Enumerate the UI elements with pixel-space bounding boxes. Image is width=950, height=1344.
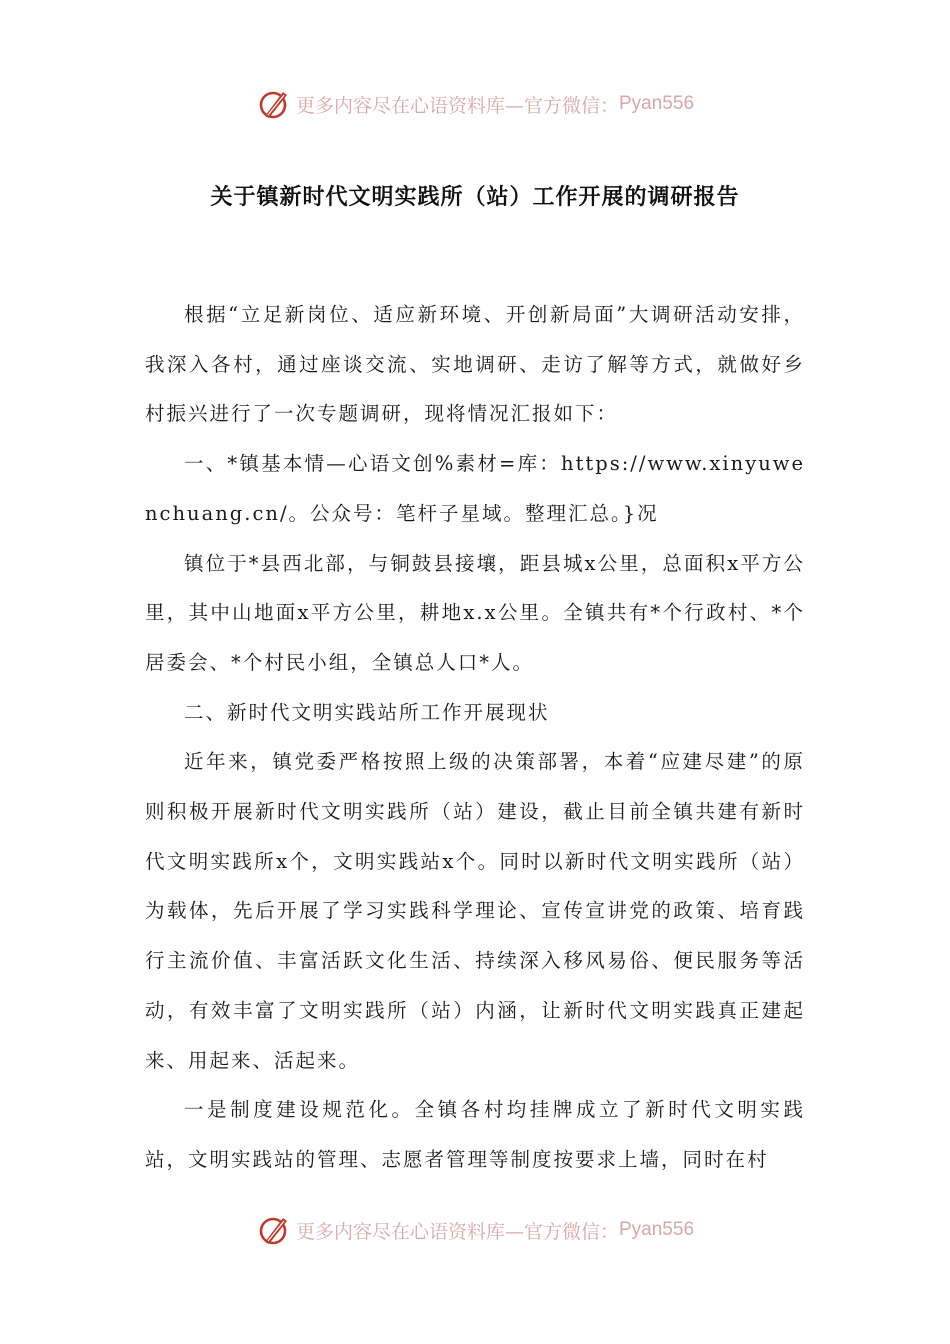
quill-logo-icon [256,1212,292,1248]
watermark-wechat-id: Pyan556 [619,1219,695,1240]
paragraph-current-status: 近年来，镇党委严格按照上级的决策部署，本着“应建尽建”的原则积极开展新时代文明实践所（站）建设，截止目前全镇共建有新时代文明实践所x个，文明实践站x个。同时以新时代文明实践所（站）为载体，先后开展了学习实践科学理论、宣传宣讲党的政策、培育践行主流价值、丰富活跃文化生活、持续深入移风易俗、便民服务等活动，有效丰富了文明实践所（站）内涵，让新时代文明实践真正建起来、用起来、活起来。 [145,750,805,1072]
document-title: 关于镇新时代文明实践所（站）工作开展的调研报告 [210,185,740,210]
document-body [145,290,805,1185]
watermark-header [0,84,950,124]
section-heading-1: 一、*镇基本情—心语文创%素材=库：https://www.xinyuwenchuang.cn/。公众号：笔杆子星域。整理汇总。}况 [145,452,805,525]
watermark-text: 更多内容尽在心语资料库—官方微信： [295,1220,619,1243]
paragraph-system-building: 一是制度建设规范化。全镇各村均挂牌成立了新时代文明实践站，文明实践站的管理、志愿者管理等制度按要求上墙，同时在村 [145,1098,805,1171]
watermark-footer [0,1210,950,1250]
watermark-wechat-id: Pyan556 [619,93,695,114]
section-heading-2: 二、新时代文明实践站所工作开展现状 [184,700,550,724]
paragraph-town-overview: 镇位于*县西北部，与铜鼓县接壤，距县城x公里，总面积x平方公里，其中山地面x平方公里，耕地x.x公里。全镇共有*个行政村、*个居委会、*个村民小组，全镇总人口*人。 [145,551,805,674]
watermark-text: 更多内容尽在心语资料库—官方微信： [295,94,619,117]
quill-logo-icon [256,86,292,122]
paragraph-intro: 根据“立足新岗位、适应新环境、开创新局面”大调研活动安排，我深入各村，通过座谈交流、实地调研、走访了解等方式，就做好乡村振兴进行了一次专题调研，现将情况汇报如下： [145,303,805,426]
